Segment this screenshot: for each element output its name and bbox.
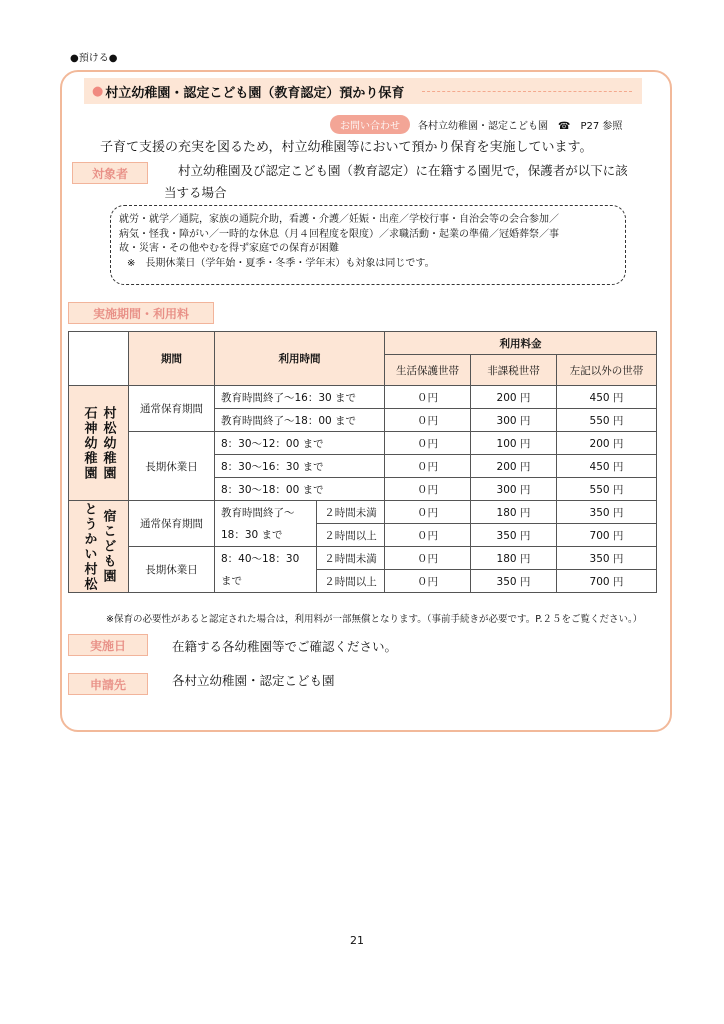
- fee-cell: 350 円: [471, 524, 557, 547]
- target-line-1: 村立幼稚園及び認定こども園（教育認定）に在籍する園児で，保護者が以下に該: [178, 163, 628, 178]
- fee-cell: ０円: [385, 409, 471, 432]
- fee-cell: 180 円: [471, 547, 557, 570]
- period-long-holiday: 長期休業日: [129, 547, 215, 593]
- fee-cell: ０円: [385, 501, 471, 524]
- row-duration: ２時間以上: [317, 524, 385, 547]
- row-duration: ２時間未満: [317, 547, 385, 570]
- fee-footnote: ※保育の必要性があると認定された場合は，利用料が一部無償となります。（事前手続きが必要です。P.２５をご覧ください。）: [106, 614, 643, 625]
- title-bullet: ●: [92, 83, 104, 99]
- school-tokai: [69, 501, 129, 593]
- row-time: 8：30～12：00 まで: [215, 432, 385, 455]
- row-time: 8：40～18：30: [215, 547, 317, 570]
- header-other: 左記以外の世帯: [557, 355, 657, 386]
- fee-cell: 550 円: [557, 409, 657, 432]
- conditions-line-3: 故・災害・その他やむを得ず家庭での保育が困難: [119, 243, 339, 254]
- school-name-village: 宿こども園: [100, 509, 116, 584]
- header-fee: 利用料金: [385, 332, 657, 355]
- school-ishigami: [69, 386, 129, 501]
- period-long-holiday: 長期休業日: [129, 432, 215, 501]
- school-name: とうかい村松: [81, 501, 97, 592]
- page-title: 村立幼稚園・認定こども園（教育認定）預かり保育: [105, 85, 405, 101]
- school-name-village: 村松幼稚園: [100, 405, 116, 481]
- fee-cell: 350 円: [557, 547, 657, 570]
- fee-cell: 200 円: [471, 455, 557, 478]
- period-fee-label: 実施期間・利用料: [68, 302, 214, 324]
- row-time: 教育時間終了～16：30 まで: [215, 386, 385, 409]
- title-divider: [422, 91, 632, 92]
- row-duration: ２時間以上: [317, 570, 385, 593]
- implementation-text: 在籍する各幼稚園等でご確認ください。: [172, 639, 398, 654]
- fee-cell: ０円: [385, 547, 471, 570]
- fee-cell: ０円: [385, 386, 471, 409]
- fee-cell: 100 円: [471, 432, 557, 455]
- fee-cell: 350 円: [557, 501, 657, 524]
- row-time: 18：30 まで: [215, 524, 317, 547]
- title-bar: [84, 78, 642, 104]
- fee-cell: 700 円: [557, 570, 657, 593]
- fee-cell: 350 円: [471, 570, 557, 593]
- page-number: 21: [350, 934, 364, 947]
- row-time: 8：30～16：30 まで: [215, 455, 385, 478]
- fee-cell: 300 円: [471, 409, 557, 432]
- period-regular: 通常保育期間: [129, 501, 215, 547]
- inquiry-text: 各村立幼稚園・認定こども園 ☎ P27 参照: [418, 121, 623, 132]
- header-period: 期間: [129, 332, 215, 386]
- fee-cell: 300 円: [471, 478, 557, 501]
- fee-cell: 200 円: [471, 386, 557, 409]
- period-regular: 通常保育期間: [129, 386, 215, 432]
- target-line-2: 当する場合: [164, 185, 227, 200]
- conditions-note: ※ 長期休業日（学年始・夏季・冬季・学年末）も対象は同じです。: [127, 257, 435, 269]
- apply-text: 各村立幼稚園・認定こども園: [172, 673, 335, 688]
- conditions-box: [110, 205, 626, 285]
- inquiry-line: [330, 115, 622, 134]
- conditions-line-2: 病気・怪我・障がい／一時的な休息（月４回程度を限度）／求職活動・起業の準備／冠婚葬祭／事: [119, 228, 559, 240]
- fee-cell: ０円: [385, 432, 471, 455]
- target-description: [164, 160, 658, 204]
- fee-cell: ０円: [385, 524, 471, 547]
- fee-cell: ０円: [385, 478, 471, 501]
- row-duration: ２時間未満: [317, 501, 385, 524]
- target-label: 対象者: [72, 162, 148, 184]
- school-name: 石神幼稚園: [81, 405, 97, 481]
- conditions-line-1: 就労・就学／通院，家族の通院介助，看護・介護／妊娠・出産／学校行事・自治会等の会合参加／: [119, 214, 559, 225]
- fee-cell: 700 円: [557, 524, 657, 547]
- fee-cell: 450 円: [557, 455, 657, 478]
- row-time: 教育時間終了～18：00 まで: [215, 409, 385, 432]
- implementation-label: 実施日: [68, 634, 148, 656]
- fee-cell: 180 円: [471, 501, 557, 524]
- fee-cell: ０円: [385, 570, 471, 593]
- header-tax-exempt: 非課税世帯: [471, 355, 557, 386]
- table-corner: [69, 332, 129, 386]
- fee-cell: 550 円: [557, 478, 657, 501]
- inquiry-badge: お問い合わせ: [330, 115, 410, 134]
- fee-cell: ０円: [385, 455, 471, 478]
- row-time: 教育時間終了～: [215, 501, 317, 524]
- header-welfare: 生活保護世帯: [385, 355, 471, 386]
- fee-cell: 450 円: [557, 386, 657, 409]
- header-hours: 利用時間: [215, 332, 385, 386]
- lead-text: 子育て支援の充実を図るため，村立幼稚園等において預かり保育を実施しています。: [100, 140, 593, 155]
- row-time: 8：30～18：00 まで: [215, 478, 385, 501]
- fee-table: [68, 331, 657, 593]
- apply-label: 申請先: [68, 673, 148, 695]
- row-time: まで: [215, 570, 317, 593]
- section-tag: ●預ける●: [70, 53, 118, 64]
- fee-cell: 200 円: [557, 432, 657, 455]
